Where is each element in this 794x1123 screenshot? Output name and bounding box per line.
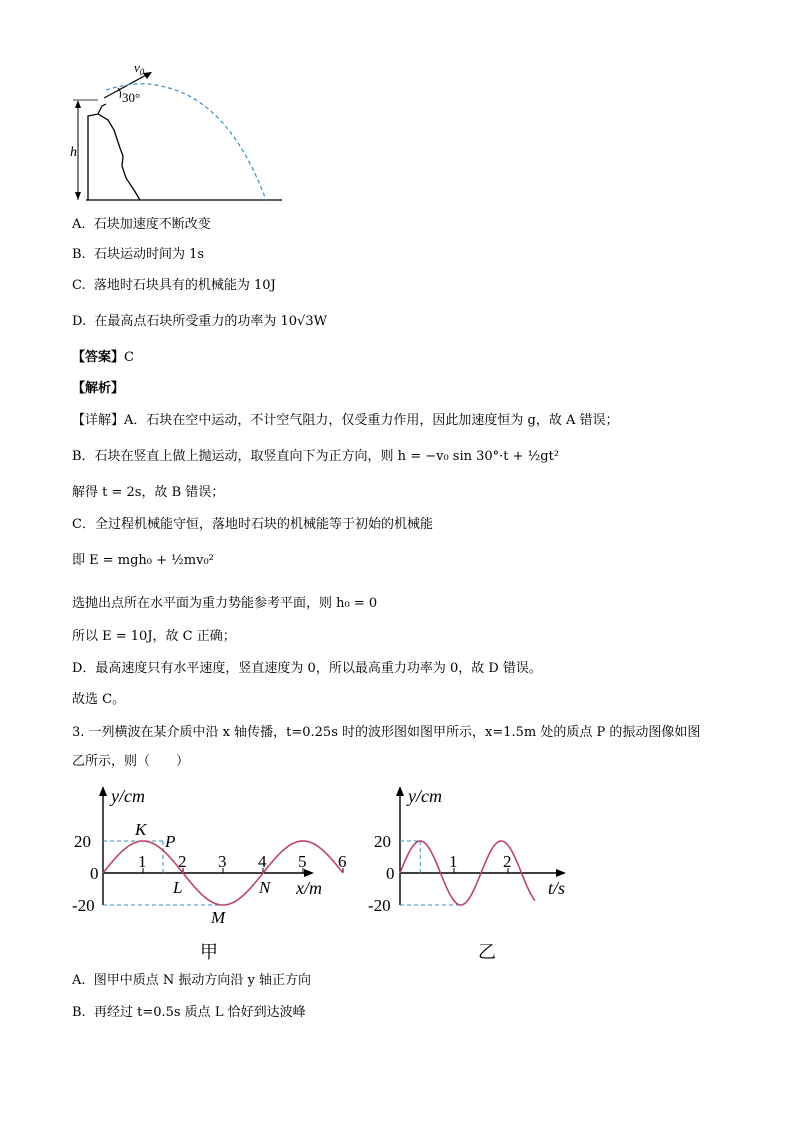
wave-graph-jia	[70, 782, 347, 964]
point-k-label: K	[135, 820, 147, 839]
x-tick-label: 2	[178, 852, 187, 871]
option-c: C. 落地时石块具有的机械能为 10J	[72, 278, 276, 293]
option-d: D. 在最高点石块所受重力的功率为 10√3W	[72, 314, 327, 329]
t-tick-label: 1	[449, 852, 458, 871]
analysis-label: 【解析】	[72, 381, 125, 396]
question-3-line-1: 3. 一列横波在某介质中沿 x 轴传播，t=0.25s 时的波形图如图甲所示，x=1.5m 处的质点 P 的振动图像如图	[72, 725, 701, 740]
x-tick-label: 4	[258, 852, 267, 871]
x-tick-label: 6	[338, 852, 347, 871]
detail-line-1: 【详解】A．石块在空中运动，不计空气阻力，仅受重力作用，因此加速度恒为 g，故 A 错误；	[72, 413, 619, 428]
detail-line-3: 解得 t = 2s，故 B 错误；	[72, 485, 225, 500]
y-tick-label: -20	[368, 896, 391, 915]
t-axis-arrow	[556, 869, 566, 877]
v0-label: $v_0$	[134, 60, 145, 77]
y-axis-arrow	[396, 786, 404, 796]
detail-line-4: C．全过程机械能守恒，落地时石块的机械能等于初始的机械能	[72, 517, 433, 532]
y-tick-label: -20	[72, 896, 95, 915]
detail-line-2: B．石块在竖直上做上抛运动，取竖直向下为正方向，则 h = −v₀ sin 30°·t + ½gt²	[72, 449, 560, 464]
projectile-figure	[68, 58, 288, 206]
y-tick-label: 20	[74, 832, 91, 851]
t-tick-label: 2	[503, 852, 512, 871]
question-3-line-2: 乙所示，则（ ）	[72, 754, 190, 769]
point-n-label: N	[259, 878, 271, 897]
point-p-label: P	[165, 832, 176, 851]
q3-option-b: B. 再经过 t=0.5s 质点 L 恰好到达波峰	[72, 1005, 306, 1020]
detail-line-5: 即 E = mgh₀ + ½mv₀²	[72, 553, 214, 568]
y-tick-label: 0	[386, 864, 395, 883]
x-tick-label: 5	[298, 852, 307, 871]
y-tick-label: 20	[374, 832, 391, 851]
y-axis-label: y/cm	[408, 786, 442, 806]
caption-yi: 乙	[478, 942, 496, 962]
detail-line-7: 所以 E = 10J，故 C 正确；	[72, 629, 236, 644]
y-axis-arrow	[99, 786, 107, 796]
h-label: h	[70, 145, 77, 160]
y-axis-label: y/cm	[111, 786, 145, 806]
x-tick-label: 1	[138, 852, 147, 871]
option-b: B. 石块运动时间为 1s	[72, 247, 205, 262]
detail-line-6: 选抛出点所在水平面为重力势能参考平面，则 h₀ = 0	[72, 596, 378, 611]
caption-jia: 甲	[200, 942, 218, 962]
detail-line-9: 故选 C。	[72, 692, 126, 707]
answer: 【答案】C	[72, 350, 134, 365]
detail-line-8: D．最高速度只有水平速度，竖直速度为 0，所以最高重力功率为 0，故 D 错误。	[72, 661, 542, 676]
point-m-label: M	[211, 908, 226, 927]
t-axis-label: t/s	[548, 878, 566, 898]
y-tick-label: 0	[90, 864, 99, 883]
angle-label: 30°	[122, 90, 141, 105]
point-l-label: L	[173, 878, 183, 897]
x-axis-label: x/m	[296, 878, 322, 898]
q3-option-a: A. 图甲中质点 N 振动方向沿 y 轴正方向	[72, 973, 312, 988]
option-a: A. 石块加速度不断改变	[72, 217, 211, 232]
vibration-graph-yi	[360, 782, 580, 964]
x-tick-label: 3	[218, 852, 227, 871]
